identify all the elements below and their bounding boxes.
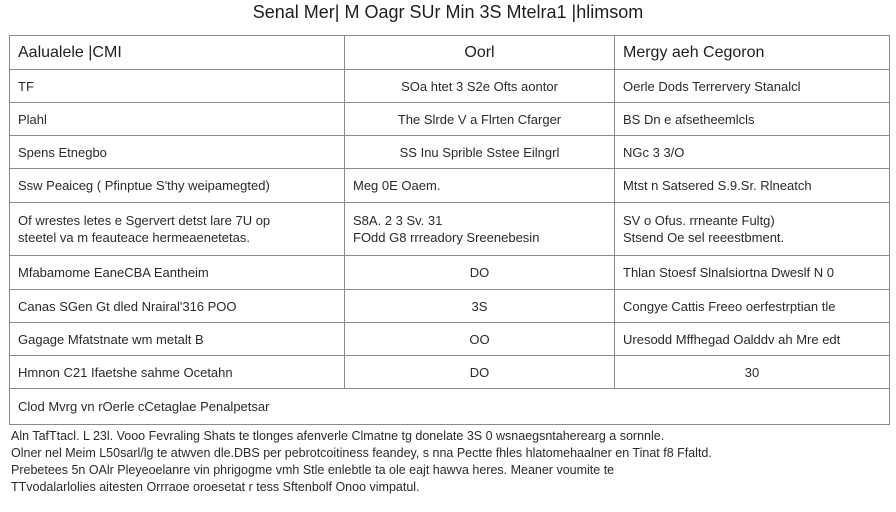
header-col-2: Oorl xyxy=(345,36,615,70)
table-row xyxy=(10,356,890,389)
row-7-col-2: 3S xyxy=(345,290,615,323)
table-row xyxy=(10,323,890,356)
document-title: Senal Mer| M Oagr SUr Min 3S Mtelra1 |hlimsom xyxy=(252,2,644,22)
table-header-row xyxy=(10,36,890,70)
notes-paragraph xyxy=(11,428,886,496)
row-3-col-2: SS Inu Sprible Sstee Eilngrl xyxy=(345,136,615,169)
row-1-col-3: Oerle Dods Terrervery Stanalcl xyxy=(615,70,890,103)
header-col-1: Aalualele |CMI xyxy=(10,36,345,70)
notes-line-1: Aln TafTtacl. L 23l. Vooo Fevraling Shats te tlonges afenverle Clmatne tg donelate 3S 0 wsnaegsntaherearg a sornnle. xyxy=(11,429,665,443)
row-5-col-1 xyxy=(10,203,345,256)
table-row xyxy=(10,70,890,103)
row-5-col-3 xyxy=(615,203,890,256)
row-9-col-3: 30 xyxy=(615,356,890,389)
row-7-col-3: Congye Cattis Freeo oerfestrptian tle xyxy=(615,290,890,323)
table-row xyxy=(10,256,890,290)
table-footer-row xyxy=(10,389,890,425)
row-9-col-2: DO xyxy=(345,356,615,389)
row-5-col-1-line-1: Of wrestes letes e Sgervert detst lare 7U op xyxy=(18,213,271,228)
table-row xyxy=(10,103,890,136)
row-8-col-3: Uresodd Mffhegad Oalddv ah Mre edt xyxy=(615,323,890,356)
row-4-col-1: Ssw Peaiceg ( Pfinptue S'thy weipamegted) xyxy=(10,169,345,203)
notes-line-4: TTvodalarlolies aitesten Orrraoe oroesetat r tess Sftenbolf Onoo vimpatul. xyxy=(11,480,420,494)
row-6-col-2: DO xyxy=(345,256,615,290)
row-3-col-1: Spens Etnegbo xyxy=(10,136,345,169)
row-6-col-3: Thlan Stoesf Slnalsiortna Dweslf N 0 xyxy=(615,256,890,290)
table-row xyxy=(10,169,890,203)
row-5-col-3-line-2: Stsend Oe sel reeestbment. xyxy=(623,230,785,245)
row-4-col-2: Meg 0E Oaem. xyxy=(345,169,615,203)
row-4-col-3: Mtst n Satsered S.9.Sr. Rlneatch xyxy=(615,169,890,203)
table-row xyxy=(10,136,890,169)
row-5-col-2 xyxy=(345,203,615,256)
table-row xyxy=(10,203,890,256)
row-3-col-3: NGc 3 3/O xyxy=(615,136,890,169)
notes-line-2: Olner nel Meim L50sarl/lg te atwven dle.DBS per pebrotcoitiness feandey, s nna Pectte fhles hlatomehaalner en Tinat f8 Ffaltd. xyxy=(11,446,712,460)
row-8-col-2: OO xyxy=(345,323,615,356)
header-col-3: Mergy aeh Cegoron xyxy=(615,36,890,70)
table-row xyxy=(10,290,890,323)
row-5-col-1-line-2: steetel va m feauteace hermeaenetetas. xyxy=(18,230,250,245)
row-1-col-2: SOa htet 3 S2e Ofts aontor xyxy=(345,70,615,103)
row-2-col-2: The Slrde V a Flrten Cfarger xyxy=(345,103,615,136)
row-9-col-1: Hmnon C21 Ifaetshe sahme Ocetahn xyxy=(10,356,345,389)
row-8-col-1: Gagage Mfatstnate wm metalt B xyxy=(10,323,345,356)
row-6-col-1: Mfabamome EaneCBA Eantheim xyxy=(10,256,345,290)
data-table xyxy=(9,35,890,425)
row-2-col-1: Plahl xyxy=(10,103,345,136)
notes-line-3: Prebetees 5n OAlr Pleyeoelanre vin phrigogme vmh Stle enlebtle ta ole eajt hawva heres. Meaner voumite te xyxy=(11,463,615,477)
row-5-col-2-line-1: S8A. 2 3 Sv. 31 xyxy=(353,213,443,228)
row-1-col-1: TF xyxy=(10,70,345,103)
row-7-col-1: Canas SGen Gt dled Nrairal'316 POO xyxy=(10,290,345,323)
row-5-col-3-line-1: SV o Ofus. rrneante Fultg) xyxy=(623,213,775,228)
table-footer: Clod Mvrg vn rOerle cCetaglae Penalpetsar xyxy=(10,389,890,425)
row-5-col-2-line-2: FOdd G8 rrreadory Sreenebesin xyxy=(353,230,540,245)
row-2-col-3: BS Dn e afsetheemlcls xyxy=(615,103,890,136)
